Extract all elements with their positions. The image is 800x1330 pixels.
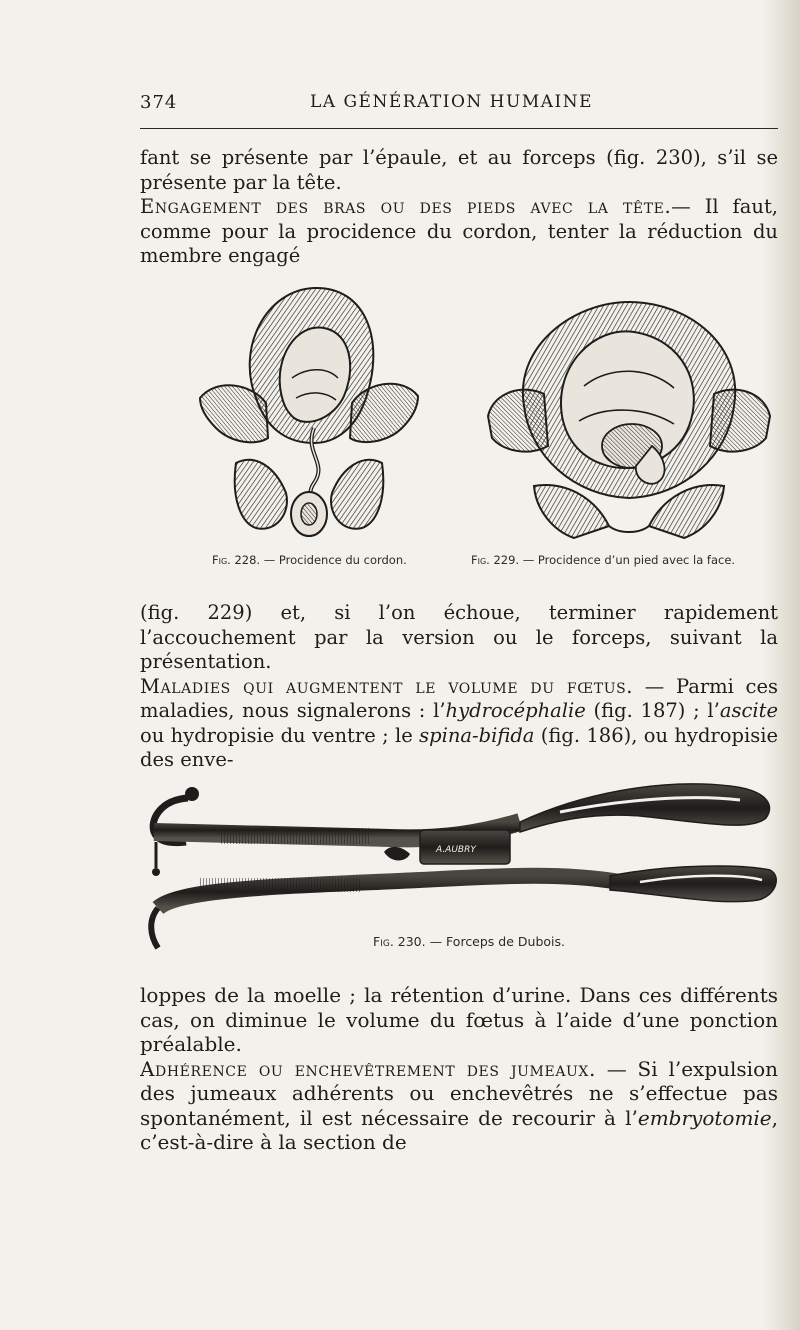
figure-228-caption-text: — Procidence du cordon. [260, 553, 407, 567]
paragraph-forceps [140, 146, 778, 195]
page-number: 374 [140, 92, 178, 113]
header-rule [140, 128, 778, 129]
paragraph-maladies [140, 675, 778, 773]
section-heading-engagement: Engagement des bras ou des pieds avec la tête. [140, 195, 672, 218]
forceps-engraving [140, 760, 782, 960]
term-spina-bifida: spina-bifida [419, 723, 535, 747]
figure-230-caption [373, 934, 565, 949]
running-header [140, 92, 780, 114]
text-block-bottom [140, 983, 778, 1155]
paragraph-text: (fig. 229) et, si l’on échoue, terminer rapidement l’accouchement par la version ou le forceps, suivant la présentation. [140, 601, 778, 673]
paragraph-moelle [140, 983, 778, 1057]
paragraph-text: fant se présente par l’épaule, et au forceps (fig. 230), s’il se présente par la tête. [140, 146, 778, 194]
paragraph-text: — Il faut, comme pour la procidence du cordon, tenter la réduction du membre engagé [140, 195, 778, 267]
term-embryotomie: embryotomie [637, 1105, 772, 1130]
figure-229-caption-text: — Procidence d’un pied avec la face. [519, 553, 736, 567]
figure-228-illustration [196, 278, 422, 542]
figure-228-label: Fig. 228. [212, 553, 261, 567]
paragraph-text: (fig. 187) ; l’ [585, 699, 720, 722]
term-hydrocephalie: hydrocéphalie [445, 699, 586, 722]
paragraph-version [140, 601, 778, 675]
term-ascite: ascite [719, 699, 778, 722]
chapter-title: LA GÉNÉRATION HUMAINE [310, 92, 593, 112]
paragraph-text: ou hydropisie du ventre ; le [140, 723, 420, 747]
text-block-middle [140, 601, 778, 773]
figure-229-caption [471, 553, 735, 567]
forceps-engraving-mark: A.AUBRY [436, 845, 476, 855]
paragraph-text: (fig. 186), ou hydropisie des enve- [140, 723, 778, 771]
paragraph-text: — Si l’expulsion des jumeaux adhérents ou enchevêtrés ne s’effectue pas spontanément, il est nécessaire de recourir à l’ [140, 1056, 778, 1130]
paragraph-text: — Parmi ces maladies, nous signalerons : l’ [140, 674, 779, 722]
section-heading-adherence: Adhérence ou enchevêtrement des jumeaux. [140, 1056, 596, 1081]
section-heading-maladies: Maladies qui augmentent le volume du fœtus. [140, 674, 634, 698]
figure-230-illustration [140, 760, 782, 960]
figure-230-label: Fig. 230. [373, 934, 426, 949]
text-block-top [140, 146, 778, 269]
paragraph-text: loppes de la moelle ; la rétention d’urine. Dans ces différents cas, on diminue le volume du fœtus à l’aide d’une ponction préalable. [140, 983, 778, 1056]
pelvis-cord-engraving [196, 278, 422, 542]
figure-229-illustration [484, 296, 774, 542]
paragraph-text: , c’est-à-dire à la section de [140, 1105, 778, 1154]
figure-228-caption [212, 553, 407, 567]
figure-229-label: Fig. 229. [471, 553, 520, 567]
paragraph-adherence [140, 1057, 778, 1155]
pelvis-foot-engraving [484, 296, 774, 542]
figure-230-caption-text: — Forceps de Dubois. [425, 934, 565, 949]
paragraph-engagement [140, 195, 778, 269]
